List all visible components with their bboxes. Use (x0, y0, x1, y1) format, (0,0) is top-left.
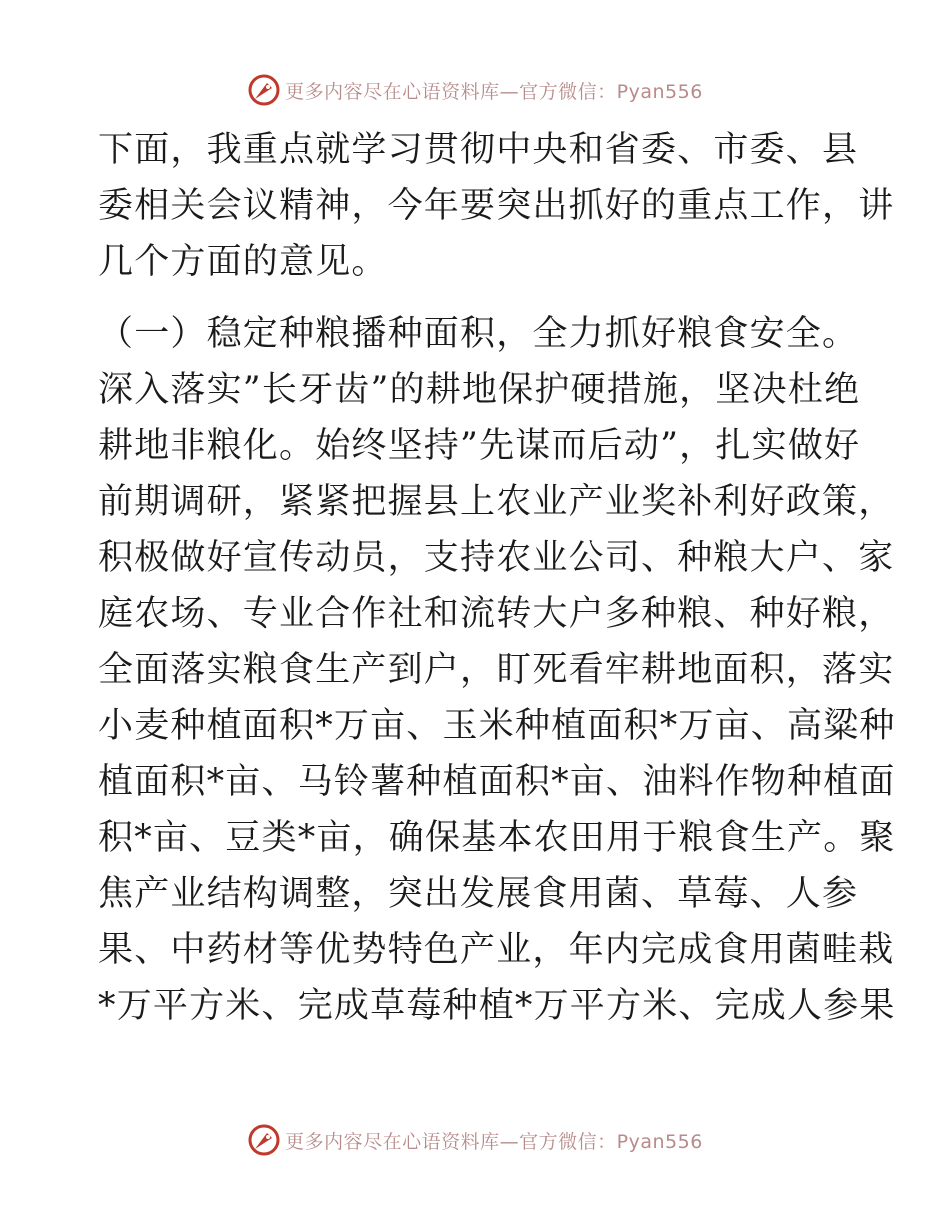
text-line: 耕地非粮化。始终坚持”先谋而后动”，扎实做好 (98, 426, 861, 466)
text-line: 全面落实粮食生产到户，盯死看牢耕地面积，落实 (98, 650, 895, 690)
header-watermark (0, 70, 950, 110)
text-line: 下面，我重点就学习贯彻中央和省委、市委、县 (98, 130, 859, 170)
text-line: 小麦种植面积*万亩、玉米种植面积*万亩、高粱种 (98, 706, 896, 746)
footer-watermark (0, 1120, 950, 1160)
text-line: 几个方面的意见。 (98, 242, 388, 282)
text-line: 植面积*亩、马铃薯种植面积*亩、油料作物种植面 (98, 762, 896, 802)
text-line: 积*亩、豆类*亩，确保基本农田用于粮食生产。聚 (98, 818, 896, 858)
pen-nib-circle-icon (247, 73, 281, 107)
text-line: 前期调研，紧紧把握县上农业产业奖补利好政策， (98, 482, 895, 522)
text-line: 焦产业结构调整，突出发展食用菌、草莓、人参 (98, 874, 859, 914)
document-body (98, 122, 896, 1034)
text-line: 委相关会议精神，今年要突出抓好的重点工作，讲 (98, 186, 895, 226)
text-line: 庭农场、专业合作社和流转大户多种粮、种好粮， (98, 594, 895, 634)
text-line: 果、中药材等优势特色产业，年内完成食用菌畦栽 (98, 930, 895, 970)
watermark-text: 更多内容尽在心语资料库—官方微信：Pyan556 (285, 80, 703, 103)
text-line: 积极做好宣传动员，支持农业公司、种粮大户、家 (98, 538, 895, 578)
section-heading: （一）稳定种粮播种面积，全力抓好粮食安全。 (98, 314, 859, 354)
text-line: 深入落实”长牙齿”的耕地保护硬措施，坚决杜绝 (98, 370, 861, 410)
watermark-text: 更多内容尽在心语资料库—官方微信：Pyan556 (285, 1130, 703, 1153)
pen-nib-circle-icon (247, 1123, 281, 1157)
paragraph-section-1 (98, 306, 896, 1034)
paragraph-intro (98, 122, 895, 290)
text-line: *万平方米、完成草莓种植*万平方米、完成人参果 (98, 986, 896, 1026)
